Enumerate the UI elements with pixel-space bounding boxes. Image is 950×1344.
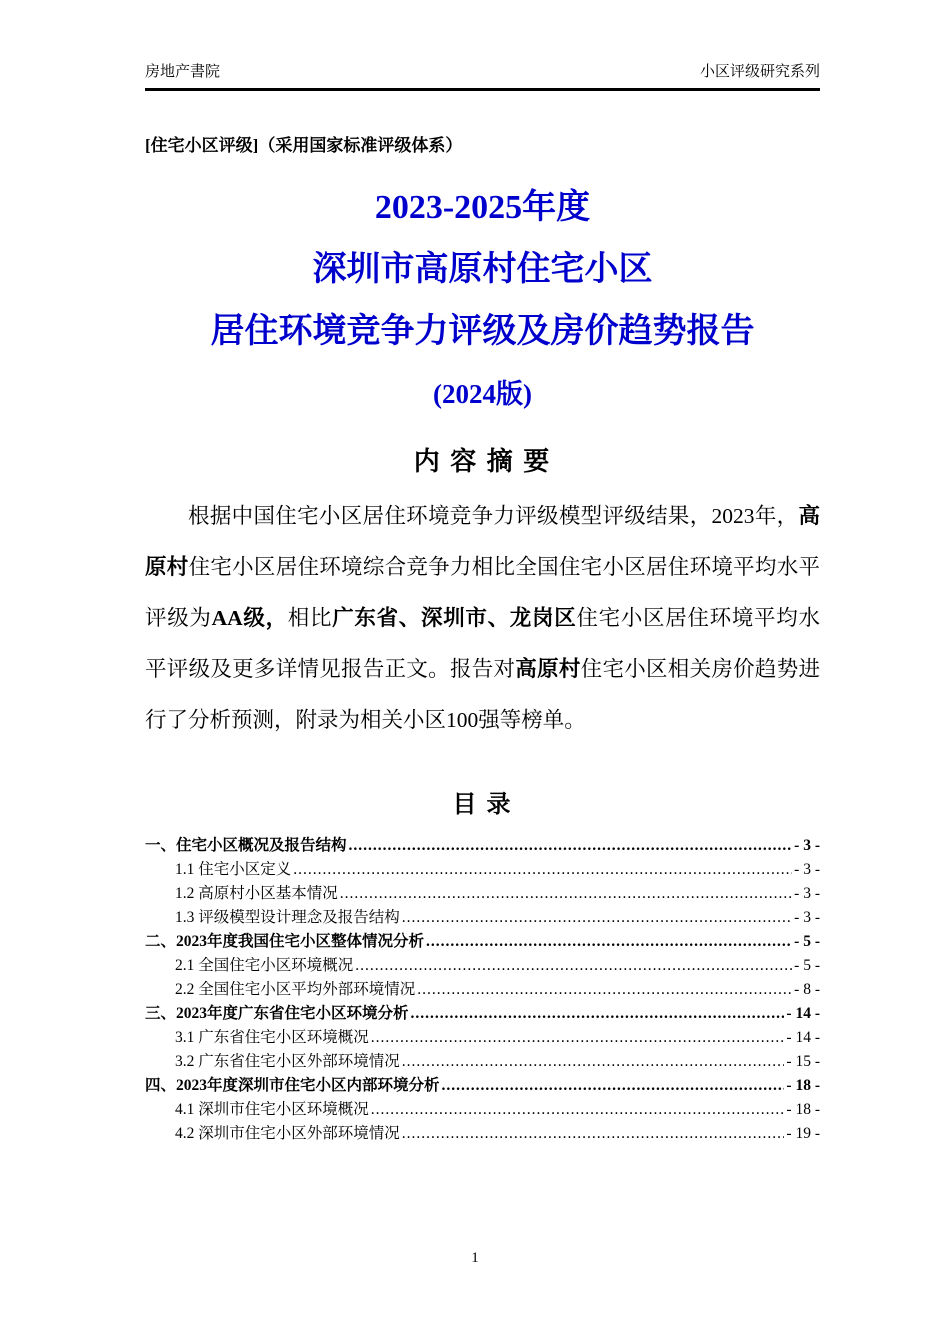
toc-leader-dots [340, 882, 792, 906]
toc-item[interactable] [145, 978, 820, 1002]
toc-item[interactable] [145, 1026, 820, 1050]
toc-page-number: - 3 - [794, 909, 820, 926]
header-left-text: 房地产書院 [145, 64, 221, 80]
toc-page-number: - 5 - [794, 957, 820, 974]
abstract-bold-text: AA级， [211, 606, 288, 630]
toc-item-label: 2.1 全国住宅小区环境概况 [175, 957, 354, 974]
toc-item-label: 3.2 广东省住宅小区外部环境情况 [175, 1053, 400, 1070]
toc-page-number: - 3 - [794, 885, 820, 902]
abstract-bold-text: 广东省、深圳市、龙岗区 [332, 606, 577, 630]
toc-item[interactable] [145, 1122, 820, 1146]
toc-item-label: 2.2 全国住宅小区平均外部环境情况 [175, 981, 416, 998]
abstract-text: 住宅小区相关房价趋势进行了分析预测，附录为相关小区100强等榜单。 [145, 657, 820, 732]
abstract-heading: 内 容 摘 要 [413, 447, 552, 476]
report-title-edition: (2024版) [433, 379, 532, 409]
toc-item[interactable] [145, 1074, 820, 1098]
toc-item[interactable] [145, 834, 820, 858]
toc-page-number: - 18 - [786, 1101, 820, 1118]
page-header [145, 62, 820, 91]
toc-item-label: 三、2023年度广东省住宅小区环境分析 [145, 1005, 409, 1022]
abstract-text: 相比 [287, 606, 333, 630]
toc-item-label: 1.3 评级模型设计理念及报告结构 [175, 909, 400, 926]
abstract-paragraph [145, 491, 820, 746]
header-right-text: 小区评级研究系列 [699, 64, 820, 80]
toc-page-number: - 3 - [794, 837, 820, 854]
toc-page-number: - 3 - [794, 861, 820, 878]
toc-leader-dots [371, 1026, 785, 1050]
toc-item-label: 二、2023年度我国住宅小区整体情况分析 [145, 933, 425, 950]
toc-item-label: 1.2 高原村小区基本情况 [175, 885, 338, 902]
toc-leader-dots [426, 930, 792, 954]
toc-leader-dots [355, 954, 792, 978]
toc-leader-dots [417, 978, 792, 1002]
toc-leader-dots [442, 1074, 785, 1098]
report-title-block [145, 177, 820, 425]
toc-item-label: 3.1 广东省住宅小区环境概况 [175, 1029, 369, 1046]
toc-page-number: - 14 - [786, 1005, 820, 1022]
toc-leader-dots [411, 1002, 785, 1026]
toc-leader-dots [402, 1050, 785, 1074]
toc-item-label: 一、住宅小区概况及报告结构 [145, 837, 347, 854]
toc-page-number: - 15 - [786, 1053, 820, 1070]
toc-item[interactable] [145, 906, 820, 930]
toc-heading: 目 录 [452, 792, 513, 818]
toc-item[interactable] [145, 882, 820, 906]
abstract-text: 根据中国住宅小区居住环境竞争力评级模型评级结果，2023年， [188, 504, 799, 528]
toc-page-number: - 8 - [794, 981, 820, 998]
toc-leader-dots [349, 834, 793, 858]
abstract-bold-text: 高原村 [145, 504, 820, 579]
toc-item-label: 1.1 住宅小区定义 [175, 861, 292, 878]
toc-leader-dots [371, 1098, 785, 1122]
toc-list [145, 834, 820, 1146]
toc-page-number: - 18 - [786, 1077, 820, 1094]
toc-page-number: - 19 - [786, 1125, 820, 1142]
toc-item-label: 四、2023年度深圳市住宅小区内部环境分析 [145, 1077, 440, 1094]
rating-system-tagline: [住宅小区评级]（采用国家标准评级体系） [145, 136, 463, 155]
toc-item[interactable] [145, 858, 820, 882]
abstract-text: 住宅小区居住环境平均水平评级及更多详情见报告正文。报告对 [145, 606, 820, 681]
toc-item[interactable] [145, 1098, 820, 1122]
toc-item[interactable] [145, 930, 820, 954]
toc-leader-dots [402, 1122, 785, 1146]
report-title-line1: 2023-2025年度 [374, 189, 591, 226]
page-number: 1 [471, 1250, 479, 1266]
toc-item[interactable] [145, 1002, 820, 1026]
toc-leader-dots [293, 858, 792, 882]
toc-leader-dots [402, 906, 792, 930]
toc-item-label: 4.1 深圳市住宅小区环境概况 [175, 1101, 369, 1118]
abstract-bold-text: 高原村 [515, 657, 581, 681]
toc-page-number: - 5 - [794, 933, 820, 950]
toc-item-label: 4.2 深圳市住宅小区外部环境情况 [175, 1125, 400, 1142]
toc-item[interactable] [145, 954, 820, 978]
toc-item[interactable] [145, 1050, 820, 1074]
toc-page-number: - 14 - [786, 1029, 820, 1046]
report-title-line2: 深圳市高原村住宅小区 [312, 251, 653, 288]
report-title-line3: 居住环境竞争力评级及房价趋势报告 [210, 313, 755, 350]
abstract-text: 住宅小区居住环境综合竞争力相比全国住宅小区居住环境平均水平评级为 [145, 555, 820, 630]
